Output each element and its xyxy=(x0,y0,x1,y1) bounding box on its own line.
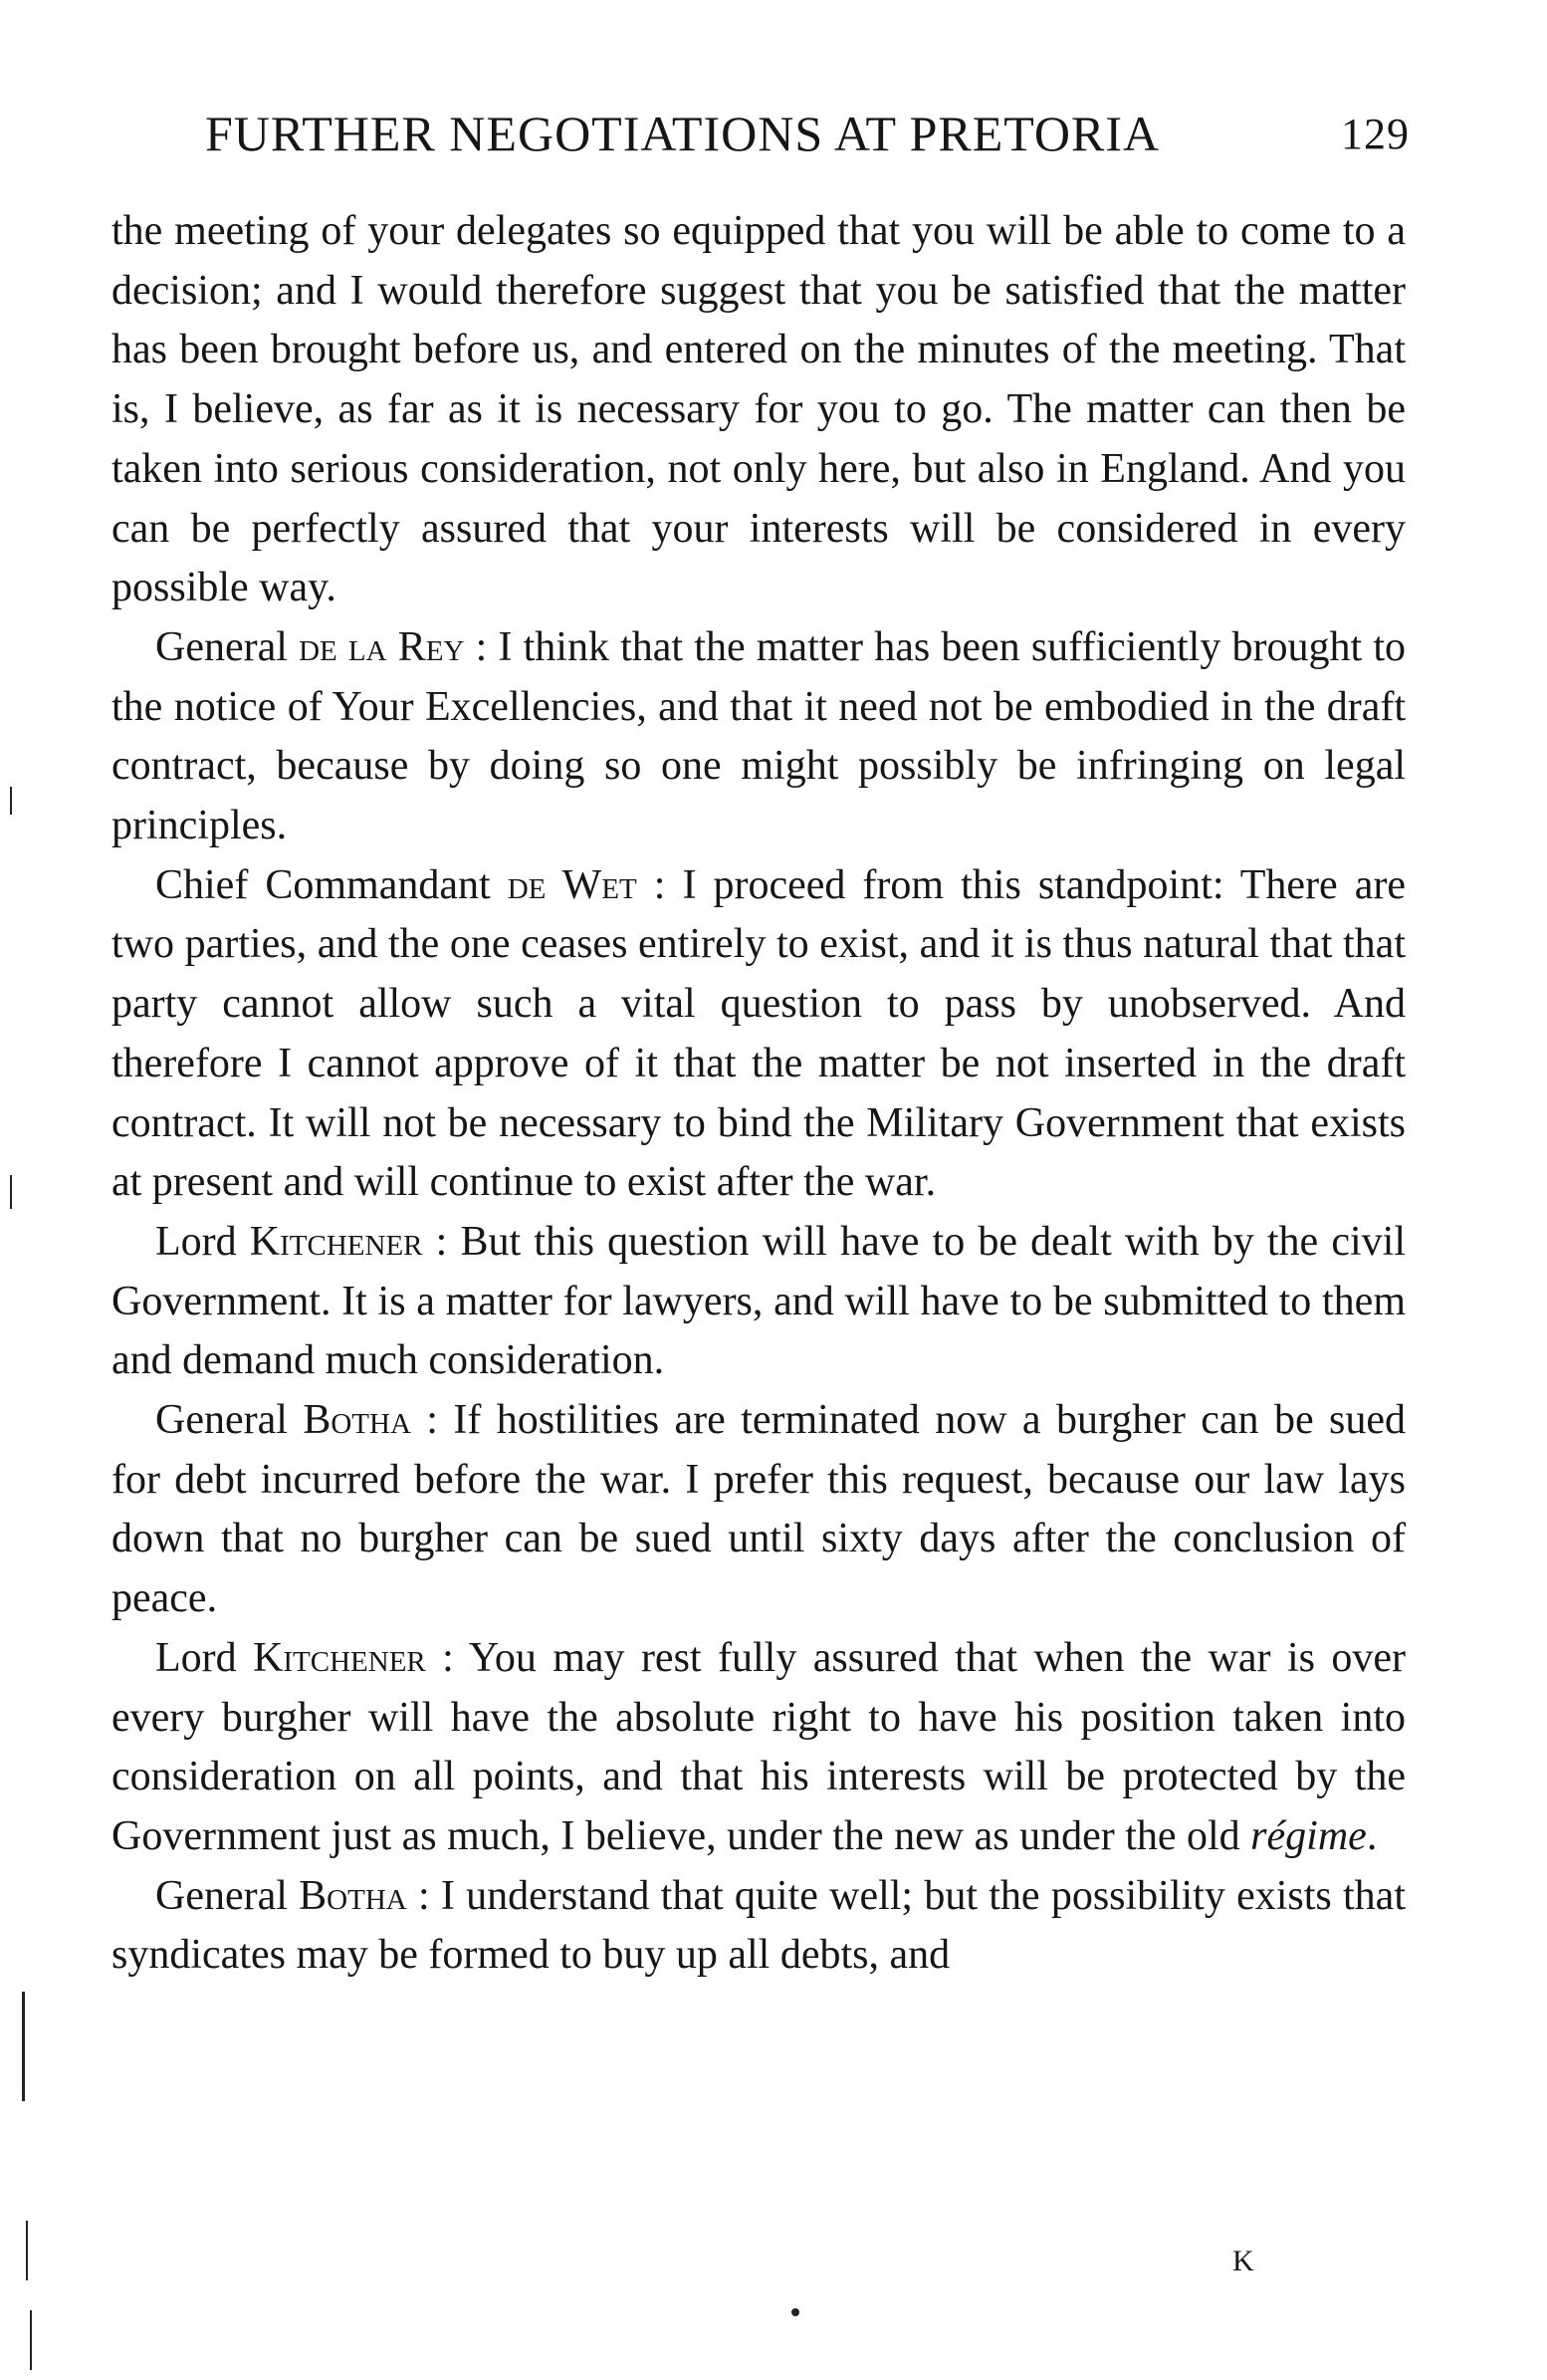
page-number: 129 xyxy=(1341,110,1410,158)
speaker-name: de Wet xyxy=(507,861,637,908)
speaker-title: General xyxy=(155,1872,300,1919)
running-header xyxy=(110,95,1410,164)
speaker-name: Kitchener xyxy=(253,1634,426,1681)
binding-mark xyxy=(22,1992,25,2101)
signature-mark: K xyxy=(1232,2245,1254,2277)
ink-dot xyxy=(791,2308,799,2316)
speaker-name: de la Rey xyxy=(299,623,465,670)
paragraph-text: the meeting of your delegates so equipped that you will be able to come to a decision; and I would therefore suggest that you be satisfied that the matter has been brought before us, and entered on the minutes of the meeting. That is, I believe, as far as it is necessary for you to go. The matter can then be taken into serious consideration, not only here, but also in England. And you can be perfectly assured that your interests will be considered in every possible way. xyxy=(111,208,1406,611)
speaker-title: General xyxy=(155,623,300,670)
paragraph-text: : If hostilities are terminated now a burgher can be sued for debt incurred before the war. I prefer this request, because our law lays down that no burgher can be sued until sixty days after the conclusion of peace. xyxy=(111,1397,1406,1622)
speaker-title: Lord xyxy=(155,1218,250,1265)
paragraph-text: : You may rest fully assured that when the war is over every burgher will have the absolute right to have his position taken into consideration on all points, and that his interests will be protected by the Government just as much, I believe, under the new as under the old xyxy=(111,1634,1406,1859)
italic-word: régime xyxy=(1250,1812,1367,1859)
paragraph-continuation xyxy=(111,202,1406,618)
paragraph-botha-1 xyxy=(111,1391,1406,1629)
speaker-name: Kitchener xyxy=(249,1218,423,1265)
speaker-name: Botha xyxy=(303,1397,411,1444)
binding-mark xyxy=(10,787,12,815)
paragraph-text: : I understand that quite well; but the possibility exists that syndicates may be formed to buy up all debts, and xyxy=(111,1872,1406,1979)
binding-mark xyxy=(26,2221,28,2280)
speaker-title: Lord xyxy=(155,1634,254,1681)
paragraph-text: : But this question will have to be dealt with by the civil Government. It is a matter for lawyers, and will have to be submitted to them and demand much consideration. xyxy=(111,1218,1406,1384)
speaker-title: General xyxy=(155,1397,304,1444)
paragraph-text: : I proceed from this standpoint: There are two parties, and the one ceases entirely to exist, and it is thus natural that that party cannot allow such a vital question to pass by unobserved. And therefore I cannot approve of it that the matter be not inserted in the draft contract. It will not be necessary to bind the Military Government that exists at present and will continue to exist after the war. xyxy=(111,861,1407,1206)
speaker-name: Botha xyxy=(299,1872,407,1919)
paragraph-text: : I think that the matter has been sufficiently brought to the notice of Your Excellencies, and that it need not be embodied in the draft contract, because by doing so one might possibly be infringing on legal principles. xyxy=(111,623,1406,849)
binding-mark xyxy=(30,2310,32,2370)
paragraph-botha-2 xyxy=(111,1867,1406,1986)
running-title: FURTHER NEGOTIATIONS AT PRETORIA xyxy=(205,106,1161,161)
paragraph-text-end: . xyxy=(1366,1812,1378,1859)
binding-mark xyxy=(10,1175,12,1209)
speaker-title: Chief Commandant xyxy=(155,861,508,908)
paragraph-kitchener-1 xyxy=(111,1213,1406,1391)
paragraph-de-wet xyxy=(111,856,1406,1213)
page-body xyxy=(111,202,1406,1986)
paragraph-de-la-rey xyxy=(111,618,1406,856)
paragraph-kitchener-2 xyxy=(111,1629,1406,1867)
